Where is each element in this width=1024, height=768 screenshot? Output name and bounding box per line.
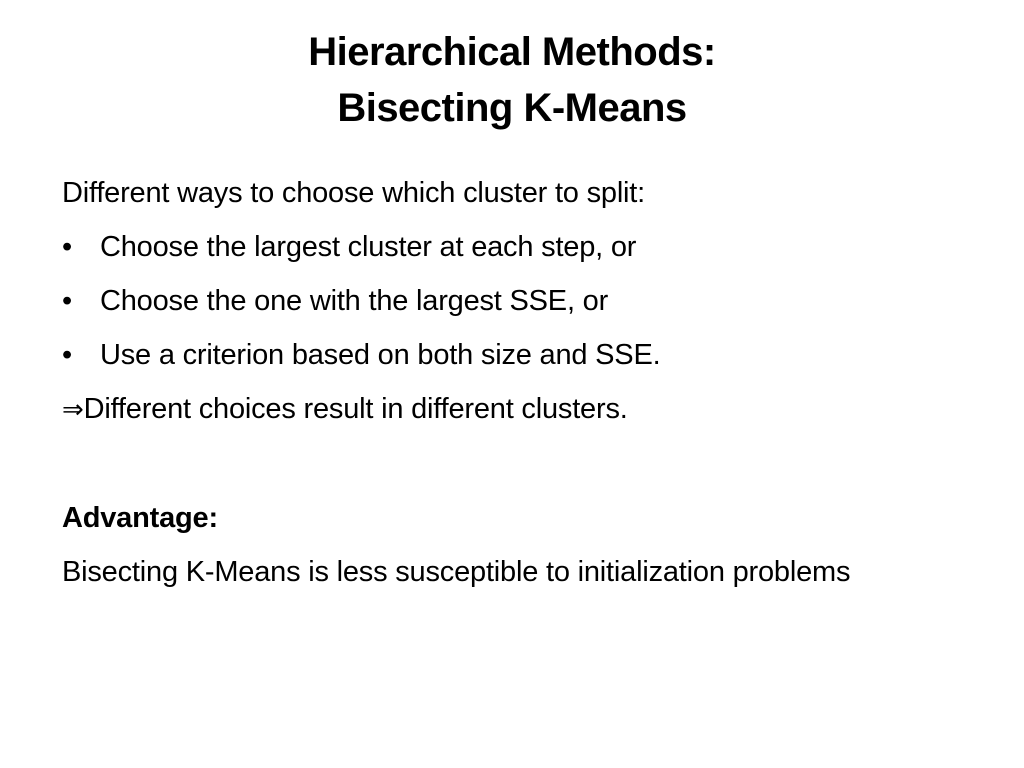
bullet-icon: • [62, 339, 72, 371]
bullet-item [62, 274, 962, 328]
bullet-item [62, 328, 962, 382]
intro-text: Different ways to choose which cluster to split: [62, 177, 646, 209]
implies-arrow-icon: ⇒ [62, 395, 84, 425]
bullet-item [62, 220, 962, 274]
implication-text: Different choices result in different clusters. [83, 393, 628, 425]
advantage-text: Bisecting K-Means is less susceptible to initialization problems [62, 556, 851, 588]
title-line-2: Bisecting K-Means [337, 86, 687, 130]
bullet-icon: • [62, 285, 72, 317]
slide-title [0, 24, 1024, 136]
advantage-heading: Advantage: [62, 502, 218, 534]
spacer [62, 437, 962, 491]
bullet-icon: • [62, 231, 72, 263]
bullet-text: Choose the largest cluster at each step, or [100, 231, 637, 263]
bullet-text: Use a criterion based on both size and SSE. [100, 339, 661, 371]
title-line-1: Hierarchical Methods: [308, 30, 716, 74]
bullet-text: Choose the one with the largest SSE, or [100, 285, 609, 317]
slide-body [62, 166, 962, 595]
implication-line [62, 382, 962, 437]
